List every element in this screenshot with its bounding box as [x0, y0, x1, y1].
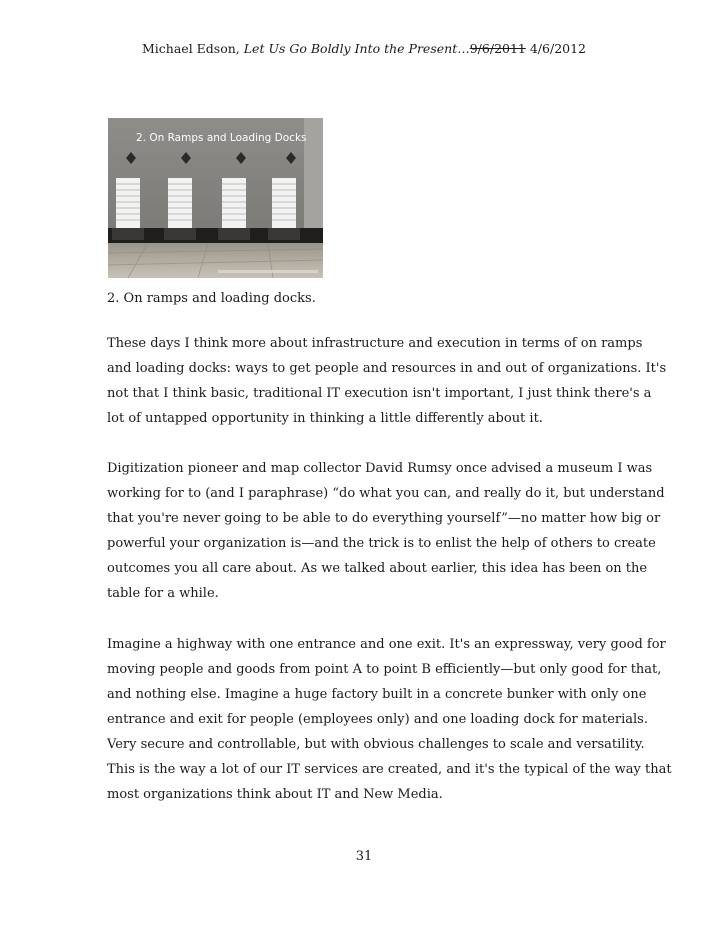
text-line: table for a while.: [107, 586, 219, 601]
text-line: powerful your organization is—and the trick is to enlist the help of others to create: [107, 536, 656, 551]
text-line: most organizations think about IT and New Media.: [107, 787, 443, 802]
text-line: that you're never going to be able to do everything yourself”—no matter how big or: [107, 511, 661, 526]
header-title: Let Us Go Boldly Into the Present…: [243, 41, 470, 56]
paragraph-2: [107, 456, 665, 606]
loading-docks-photo: [108, 118, 323, 278]
text-line: and loading docks: ways to get people and resources in and out of organizations. It's: [107, 361, 667, 376]
header-old-date: 9/6/2011: [469, 41, 526, 56]
text-line: not that I think basic, traditional IT execution isn't important, I just think there's a: [107, 386, 652, 401]
text-line: Imagine a highway with one entrance and one exit. It's an expressway, very good for: [107, 637, 666, 652]
text-line: and nothing else. Imagine a huge factory built in a concrete bunker with only one: [107, 687, 647, 702]
running-header: [0, 40, 728, 58]
text-line: entrance and exit for people (employees only) and one loading dock for materials.: [107, 712, 648, 727]
paragraph-3: [107, 632, 672, 807]
slide-title: 2. On Ramps and Loading Docks: [136, 132, 307, 144]
page-number: 31: [355, 849, 373, 864]
text-line: working for to (and I paraphrase) “do what you can, and really do it, but understand: [107, 486, 665, 501]
paragraph-1: [107, 331, 667, 431]
text-line: outcomes you all care about. As we talked about earlier, this idea has been on the: [107, 561, 648, 576]
text-line: moving people and goods from point A to point B efficiently—but only good for that,: [107, 662, 662, 677]
text-line: Very secure and controllable, but with obvious challenges to scale and versatility.: [107, 737, 645, 752]
text-line: lot of untapped opportunity in thinking a little differently about it.: [107, 411, 543, 426]
text-line: Digitization pioneer and map collector David Rumsy once advised a museum I was: [107, 461, 653, 476]
header-author: Michael Edson,: [142, 41, 240, 56]
text-line: This is the way a lot of our IT services are created, and it's the typical of the way that: [107, 762, 672, 777]
header-new-date: 4/6/2012: [529, 41, 586, 56]
figure-caption: 2. On ramps and loading docks.: [107, 291, 316, 306]
text-line: These days I think more about infrastructure and execution in terms of on ramps: [107, 336, 643, 351]
